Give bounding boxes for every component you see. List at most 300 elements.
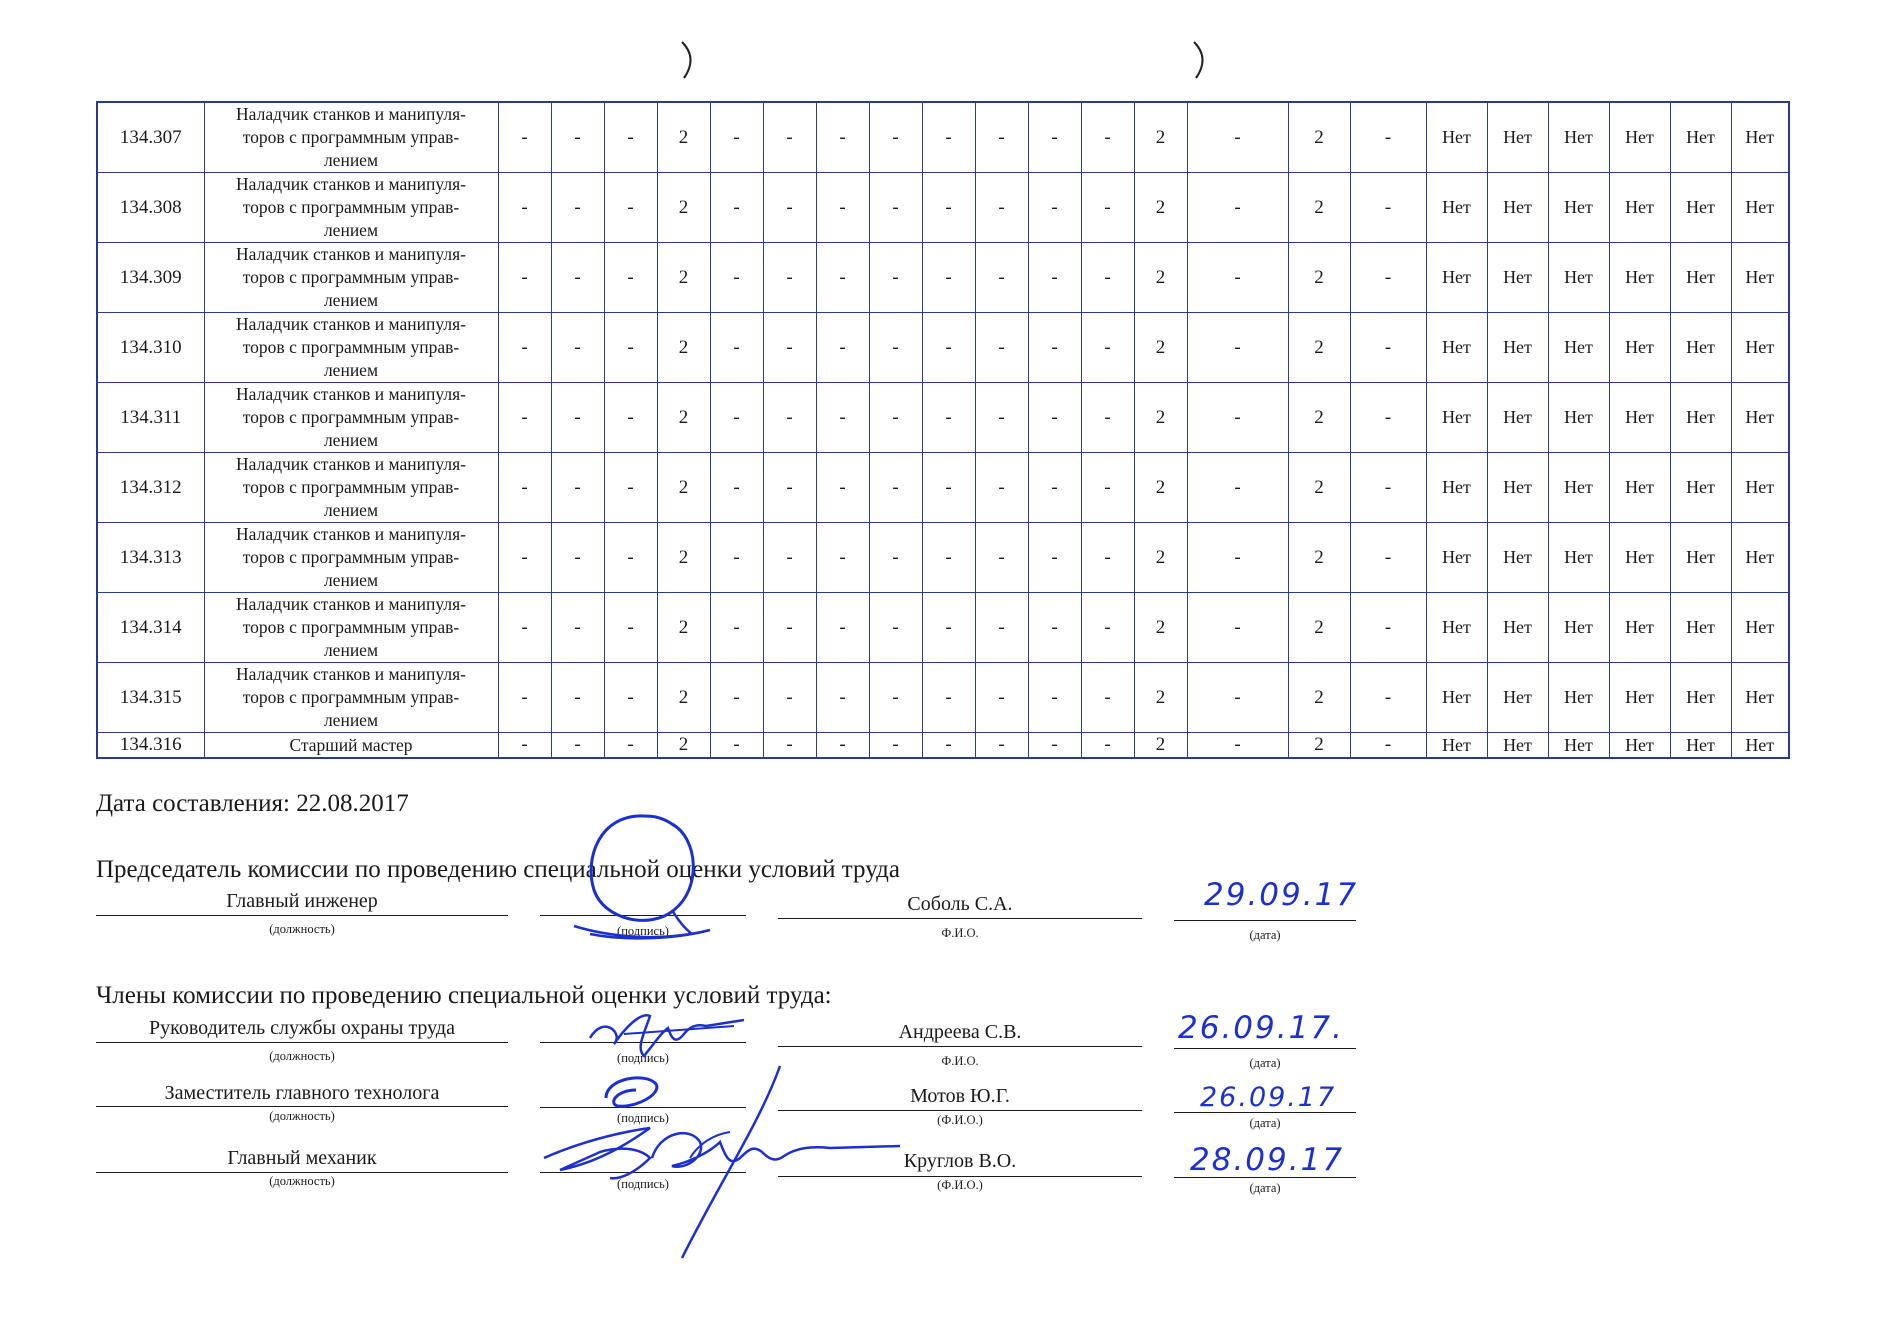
member-2-name: Мотов Ю.Г. <box>910 1085 1010 1107</box>
table-cell: Нет <box>1548 173 1609 243</box>
row-code: 134.316 <box>97 733 204 759</box>
caption-signature: (подпись) <box>617 1111 669 1125</box>
table-cell: Нет <box>1670 453 1731 523</box>
table-cell: - <box>816 102 869 173</box>
table-cell: 2 <box>1134 173 1187 243</box>
table-cell: Нет <box>1670 173 1731 243</box>
member-1-signature <box>584 1004 754 1069</box>
table-cell: Нет <box>1487 523 1548 593</box>
table-cell: Нет <box>1426 523 1487 593</box>
table-cell: Нет <box>1731 102 1789 173</box>
table-cell: 2 <box>1288 102 1350 173</box>
table-cell: Нет <box>1426 663 1487 733</box>
table-cell: - <box>869 173 922 243</box>
table-cell: - <box>710 313 763 383</box>
table-cell: Нет <box>1609 243 1670 313</box>
job-title-line: Наладчик станков и манипуля- <box>236 174 466 194</box>
table-cell: - <box>1350 102 1426 173</box>
table-cell: - <box>1081 102 1134 173</box>
job-title-line: торов с программным управ- <box>242 407 460 427</box>
job-title-line: Наладчик станков и манипуля- <box>236 104 466 124</box>
table-cell: - <box>1187 383 1288 453</box>
table-cell: - <box>551 663 604 733</box>
member-3-name: Круглов В.О. <box>903 1150 1017 1172</box>
assessment-table <box>96 101 1790 759</box>
caption-date: (дата) <box>1249 1116 1281 1130</box>
table-cell: - <box>604 102 657 173</box>
table-cell: Нет <box>1548 102 1609 173</box>
caption-signature: (подпись) <box>617 1177 669 1191</box>
table-cell: - <box>1028 663 1081 733</box>
job-title-line: торов с программным управ- <box>242 337 460 357</box>
table-cell: - <box>975 173 1028 243</box>
caption-signature: (подпись) <box>617 924 669 938</box>
table-cell: - <box>922 102 975 173</box>
job-title-line: Наладчик станков и манипуля- <box>236 524 466 544</box>
table-cell: Нет <box>1487 663 1548 733</box>
table-cell: - <box>710 523 763 593</box>
table-cell: - <box>498 102 551 173</box>
job-title-line: Старший мастер <box>289 735 413 755</box>
table-cell: - <box>869 733 922 759</box>
table-cell: - <box>763 733 816 759</box>
table-cell: - <box>604 243 657 313</box>
table-cell: Нет <box>1731 453 1789 523</box>
caption-date: (дата) <box>1249 1181 1281 1195</box>
table-cell: 2 <box>1288 593 1350 663</box>
table-cell: - <box>604 313 657 383</box>
table-cell: 2 <box>1134 593 1187 663</box>
table-cell: 2 <box>1288 383 1350 453</box>
job-title-line: лением <box>323 500 379 520</box>
row-code: 134.308 <box>97 173 204 243</box>
table-cell: - <box>1187 313 1288 383</box>
table-cell: Нет <box>1731 663 1789 733</box>
row-code: 134.310 <box>97 313 204 383</box>
underline <box>96 1172 508 1173</box>
table-cell: - <box>1081 453 1134 523</box>
table-cell: - <box>816 383 869 453</box>
underline <box>96 1106 508 1107</box>
table-cell: Нет <box>1426 313 1487 383</box>
table-cell: 2 <box>1134 383 1187 453</box>
table-cell: - <box>922 733 975 759</box>
table-cell: - <box>604 593 657 663</box>
table-cell: - <box>551 453 604 523</box>
table-cell: - <box>1350 663 1426 733</box>
table-cell: Нет <box>1670 313 1731 383</box>
table-cell: - <box>1081 313 1134 383</box>
job-title-line: Наладчик станков и манипуля- <box>236 664 466 684</box>
table-cell: 2 <box>1288 243 1350 313</box>
job-title-line: лением <box>323 220 379 240</box>
table-cell: 2 <box>1134 663 1187 733</box>
member-1-name: Андреева С.В. <box>898 1021 1022 1043</box>
table-cell: - <box>1350 453 1426 523</box>
job-title-line: торов с программным управ- <box>242 687 460 707</box>
table-cell: - <box>551 383 604 453</box>
table-cell: - <box>763 173 816 243</box>
underline <box>1174 1112 1356 1113</box>
table-cell: - <box>975 383 1028 453</box>
table-cell: Нет <box>1609 733 1670 759</box>
table-row <box>97 102 1789 173</box>
table-cell: - <box>816 663 869 733</box>
table-cell: - <box>710 173 763 243</box>
underline <box>778 1046 1142 1047</box>
table-cell: 2 <box>657 243 710 313</box>
table-cell: Нет <box>1487 453 1548 523</box>
table-cell: - <box>922 173 975 243</box>
caption-date: (дата) <box>1249 1056 1281 1070</box>
table-row <box>97 243 1789 313</box>
table-cell: Нет <box>1731 733 1789 759</box>
table-cell: - <box>816 173 869 243</box>
table-cell: 2 <box>657 663 710 733</box>
table-cell: Нет <box>1426 733 1487 759</box>
table-cell: 2 <box>657 593 710 663</box>
table-cell: 2 <box>1134 733 1187 759</box>
table-cell: Нет <box>1609 383 1670 453</box>
table-cell: - <box>1028 453 1081 523</box>
table-cell: - <box>869 313 922 383</box>
table-cell: - <box>604 173 657 243</box>
table-cell: - <box>763 243 816 313</box>
row-job-title <box>204 102 498 173</box>
table-cell: 2 <box>657 173 710 243</box>
table-cell: - <box>1187 733 1288 759</box>
table-cell: - <box>1028 523 1081 593</box>
table-cell: - <box>1081 733 1134 759</box>
table-cell: - <box>922 663 975 733</box>
table-cell: - <box>816 593 869 663</box>
table-cell: - <box>763 523 816 593</box>
member-1-position: Руководитель службы охраны труда <box>149 1017 455 1039</box>
table-cell: 2 <box>1288 663 1350 733</box>
table-cell: 2 <box>1134 313 1187 383</box>
table-cell: - <box>922 243 975 313</box>
chair-position: Главный инженер <box>226 890 378 912</box>
table-cell: - <box>816 453 869 523</box>
table-cell: - <box>1350 243 1426 313</box>
table-cell: 2 <box>1134 523 1187 593</box>
table-cell: 2 <box>1288 733 1350 759</box>
row-code: 134.315 <box>97 663 204 733</box>
table-cell: - <box>922 313 975 383</box>
row-job-title <box>204 663 498 733</box>
job-title-line: лением <box>323 640 379 660</box>
table-cell: - <box>1350 313 1426 383</box>
table-cell: - <box>1350 173 1426 243</box>
table-cell: - <box>498 313 551 383</box>
table-cell: - <box>922 453 975 523</box>
table-cell: - <box>1187 102 1288 173</box>
table-cell: Нет <box>1609 173 1670 243</box>
row-job-title <box>204 383 498 453</box>
row-job-title <box>204 733 498 759</box>
job-title-line: торов с программным управ- <box>242 617 460 637</box>
table-cell: - <box>1081 243 1134 313</box>
table-cell: Нет <box>1670 733 1731 759</box>
table-cell: Нет <box>1487 243 1548 313</box>
table-cell: Нет <box>1609 663 1670 733</box>
job-title-line: Наладчик станков и манипуля- <box>236 594 466 614</box>
table-cell: Нет <box>1731 593 1789 663</box>
table-cell: - <box>710 593 763 663</box>
table-cell: - <box>1081 523 1134 593</box>
table-cell: 2 <box>657 383 710 453</box>
table-cell: - <box>604 663 657 733</box>
table-cell: - <box>763 453 816 523</box>
table-cell: - <box>763 102 816 173</box>
job-title-line: торов с программным управ- <box>242 477 460 497</box>
table-cell: Нет <box>1426 173 1487 243</box>
table-cell: - <box>1081 383 1134 453</box>
table-cell: - <box>1187 593 1288 663</box>
table-cell: Нет <box>1548 313 1609 383</box>
caption-date: (дата) <box>1249 928 1281 942</box>
table-cell: - <box>763 383 816 453</box>
table-cell: - <box>604 383 657 453</box>
caption-fio-paren: (Ф.И.О.) <box>937 1113 983 1127</box>
table-cell: - <box>498 523 551 593</box>
table-cell: - <box>975 243 1028 313</box>
table-cell: - <box>498 733 551 759</box>
table-cell: - <box>498 593 551 663</box>
underline <box>96 1042 508 1043</box>
table-cell: - <box>551 313 604 383</box>
members-section-title: Члены комиссии по проведению специальной оценки условий труда: <box>96 982 832 1009</box>
job-title-line: торов с программным управ- <box>242 127 460 147</box>
table-cell: 2 <box>1134 102 1187 173</box>
table-cell: - <box>604 453 657 523</box>
table-cell: - <box>710 453 763 523</box>
table-cell: - <box>922 523 975 593</box>
job-title-line: Наладчик станков и манипуля- <box>236 384 466 404</box>
member-2-date-handwritten: 26.09.17 <box>1200 1082 1337 1113</box>
table-cell: - <box>1350 523 1426 593</box>
row-code: 134.314 <box>97 593 204 663</box>
punch-hole-mark-right <box>1188 38 1214 82</box>
caption-signature: (подпись) <box>617 1051 669 1065</box>
table-cell: - <box>551 102 604 173</box>
job-title-line: торов с программным управ- <box>242 547 460 567</box>
table-row <box>97 173 1789 243</box>
table-cell: - <box>1081 173 1134 243</box>
table-cell: - <box>975 733 1028 759</box>
row-job-title <box>204 593 498 663</box>
table-cell: Нет <box>1487 593 1548 663</box>
table-cell: - <box>975 523 1028 593</box>
job-title-line: Наладчик станков и манипуля- <box>236 244 466 264</box>
caption-fio: Ф.И.О. <box>941 1054 979 1068</box>
row-code: 134.307 <box>97 102 204 173</box>
table-cell: - <box>604 523 657 593</box>
underline <box>1174 920 1356 921</box>
underline <box>96 915 508 916</box>
table-row <box>97 383 1789 453</box>
table-cell: Нет <box>1670 102 1731 173</box>
table-cell: Нет <box>1670 383 1731 453</box>
member-3-date-handwritten: 28.09.17 <box>1190 1142 1345 1178</box>
table-cell: Нет <box>1731 173 1789 243</box>
table-cell: - <box>1028 313 1081 383</box>
table-cell: Нет <box>1609 102 1670 173</box>
job-title-line: лением <box>323 290 379 310</box>
date-compiled: Дата составления: 22.08.2017 <box>96 790 409 817</box>
job-title-line: Наладчик станков и манипуля- <box>236 314 466 334</box>
table-cell: - <box>1028 593 1081 663</box>
table-cell: - <box>1187 243 1288 313</box>
table-cell: - <box>710 733 763 759</box>
underline <box>1174 1048 1356 1049</box>
chair-name: Соболь С.А. <box>907 893 1013 915</box>
table-cell: - <box>1081 663 1134 733</box>
table-cell: Нет <box>1670 663 1731 733</box>
table-cell: Нет <box>1731 243 1789 313</box>
caption-position: (должность) <box>269 1174 335 1188</box>
table-cell: - <box>551 243 604 313</box>
table-cell: Нет <box>1609 523 1670 593</box>
member-2-position: Заместитель главного технолога <box>164 1082 440 1104</box>
punch-hole-mark-left <box>676 38 702 82</box>
table-cell: - <box>763 663 816 733</box>
table-cell: 2 <box>657 523 710 593</box>
row-job-title <box>204 453 498 523</box>
table-cell: - <box>710 102 763 173</box>
table-cell: - <box>975 102 1028 173</box>
table-cell: Нет <box>1548 733 1609 759</box>
table-cell: 2 <box>1288 453 1350 523</box>
table-cell: - <box>922 383 975 453</box>
table-cell: - <box>498 173 551 243</box>
caption-position: (должность) <box>269 922 335 936</box>
table-cell: Нет <box>1487 383 1548 453</box>
table-cell: - <box>498 663 551 733</box>
table-cell: Нет <box>1426 453 1487 523</box>
table-row <box>97 593 1789 663</box>
caption-position: (должность) <box>269 1049 335 1063</box>
job-title-line: торов с программным управ- <box>242 197 460 217</box>
table-cell: Нет <box>1731 523 1789 593</box>
table-cell: Нет <box>1731 313 1789 383</box>
table-cell: - <box>1350 733 1426 759</box>
table-cell: - <box>869 663 922 733</box>
job-title-line: лением <box>323 360 379 380</box>
table-cell: - <box>1187 173 1288 243</box>
table-cell: - <box>869 523 922 593</box>
table-cell: Нет <box>1548 383 1609 453</box>
table-cell: 2 <box>657 453 710 523</box>
table-cell: - <box>1187 453 1288 523</box>
table-cell: Нет <box>1487 313 1548 383</box>
job-title-line: лением <box>323 430 379 450</box>
table-cell: 2 <box>1134 243 1187 313</box>
table-cell: - <box>551 173 604 243</box>
member-3-signature <box>540 1062 920 1267</box>
table-cell: - <box>1028 733 1081 759</box>
table-cell: Нет <box>1670 523 1731 593</box>
table-cell: Нет <box>1609 313 1670 383</box>
table-cell: 2 <box>657 102 710 173</box>
chair-date-handwritten: 29.09.17 <box>1204 877 1359 913</box>
table-row <box>97 313 1789 383</box>
table-cell: - <box>551 733 604 759</box>
table-cell: 2 <box>657 313 710 383</box>
job-title-line: лением <box>323 150 379 170</box>
table-cell: - <box>1028 102 1081 173</box>
row-code: 134.311 <box>97 383 204 453</box>
table-cell: - <box>710 243 763 313</box>
table-cell: - <box>763 313 816 383</box>
table-row <box>97 453 1789 523</box>
table-row <box>97 663 1789 733</box>
chair-section-title: Председатель комиссии по проведению специальной оценки условий труда <box>96 856 900 883</box>
table-cell: - <box>1081 593 1134 663</box>
row-job-title <box>204 523 498 593</box>
table-cell: Нет <box>1426 243 1487 313</box>
table-cell: - <box>498 243 551 313</box>
table-cell: Нет <box>1487 173 1548 243</box>
table-cell: - <box>763 593 816 663</box>
table-cell: Нет <box>1609 593 1670 663</box>
table-cell: - <box>975 313 1028 383</box>
chair-signature <box>560 808 730 953</box>
table-cell: - <box>1187 663 1288 733</box>
table-cell: - <box>710 383 763 453</box>
table-cell: - <box>975 593 1028 663</box>
table-cell: Нет <box>1670 243 1731 313</box>
table-cell: Нет <box>1548 593 1609 663</box>
table-cell: Нет <box>1548 663 1609 733</box>
table-cell: Нет <box>1548 243 1609 313</box>
caption-fio: Ф.И.О. <box>941 926 979 940</box>
table-cell: - <box>1350 383 1426 453</box>
job-title-line: лением <box>323 570 379 590</box>
underline <box>778 918 1142 919</box>
table-cell: - <box>869 102 922 173</box>
table-cell: 2 <box>657 733 710 759</box>
job-title-line: лением <box>323 710 379 730</box>
job-title-line: торов с программным управ- <box>242 267 460 287</box>
job-title-line: Наладчик станков и манипуля- <box>236 454 466 474</box>
table-cell: - <box>816 523 869 593</box>
table-cell: - <box>1350 593 1426 663</box>
table-cell: Нет <box>1487 733 1548 759</box>
table-cell: - <box>869 383 922 453</box>
row-job-title <box>204 313 498 383</box>
table-cell: - <box>1028 243 1081 313</box>
table-cell: 2 <box>1134 453 1187 523</box>
table-cell: - <box>498 453 551 523</box>
table-cell: - <box>498 383 551 453</box>
underline <box>1174 1177 1356 1178</box>
table-cell: - <box>551 523 604 593</box>
table-cell: - <box>869 593 922 663</box>
caption-position: (должность) <box>269 1109 335 1123</box>
row-code: 134.313 <box>97 523 204 593</box>
row-job-title <box>204 243 498 313</box>
member-3-position: Главный механик <box>227 1147 377 1169</box>
table-cell: - <box>816 733 869 759</box>
table-cell: - <box>975 663 1028 733</box>
table-cell: Нет <box>1426 593 1487 663</box>
table-cell: 2 <box>1288 313 1350 383</box>
table-cell: - <box>816 243 869 313</box>
table-cell: Нет <box>1670 593 1731 663</box>
table-cell: Нет <box>1548 523 1609 593</box>
table-row <box>97 733 1789 759</box>
